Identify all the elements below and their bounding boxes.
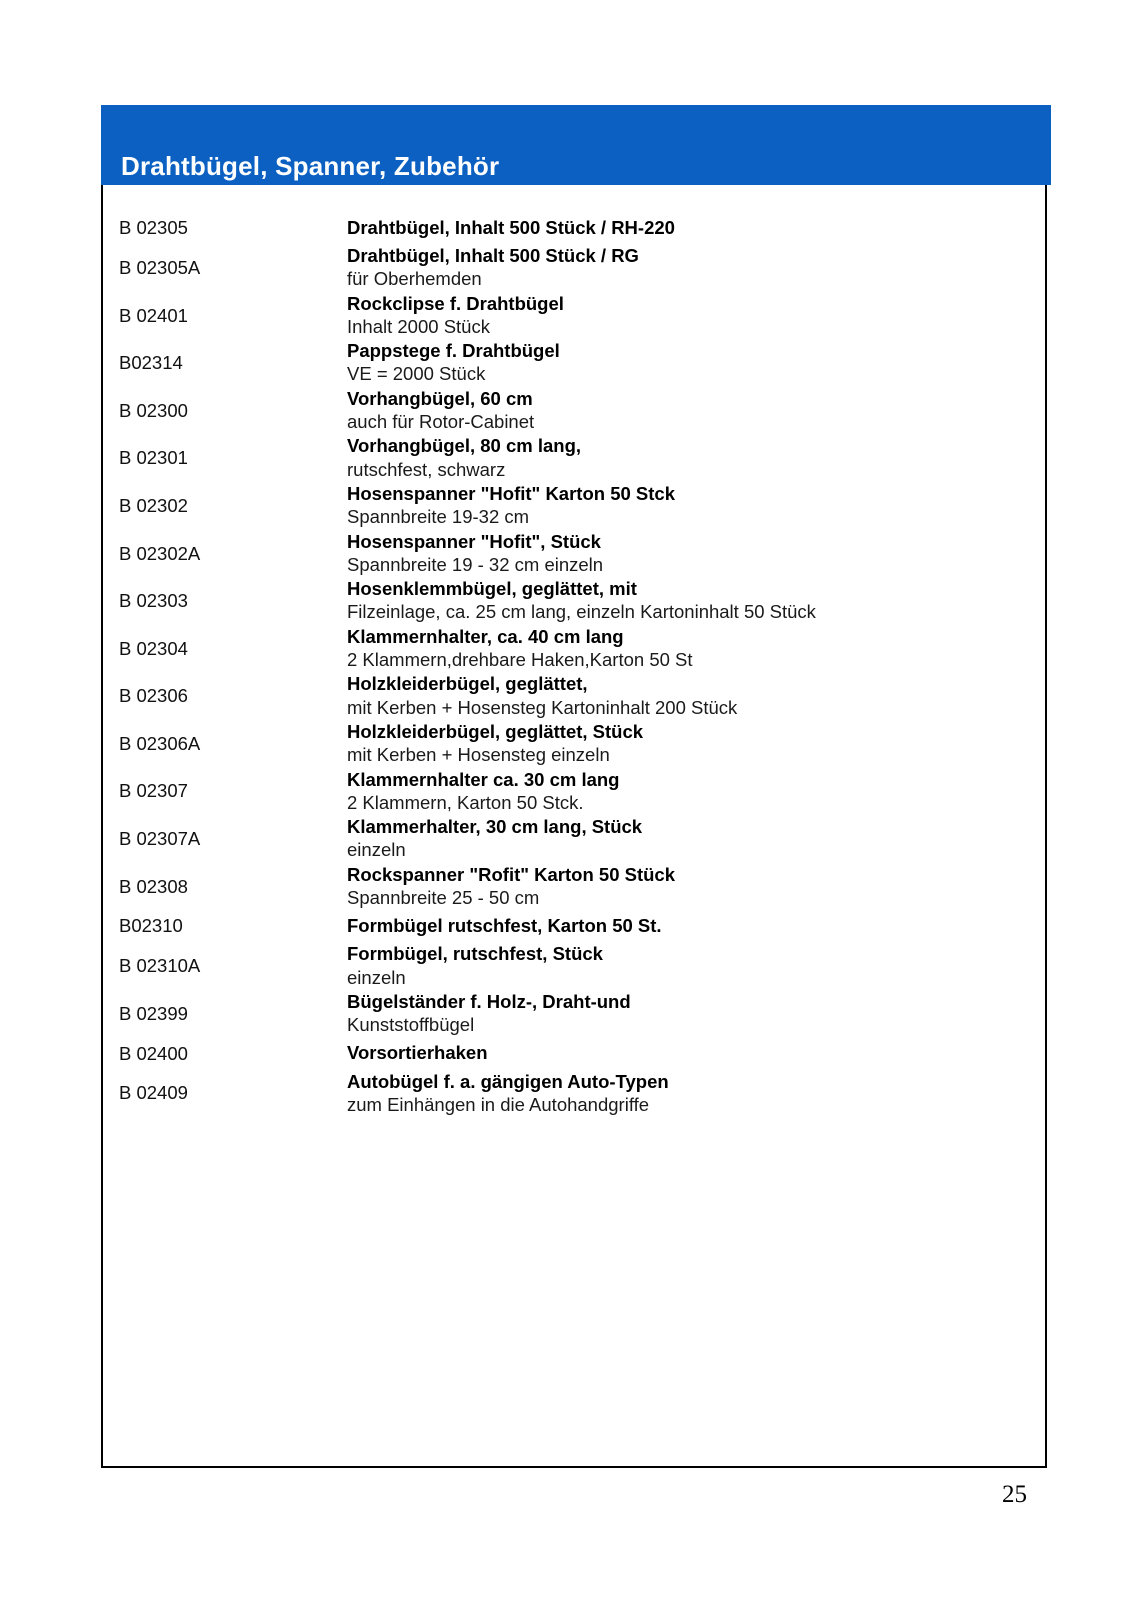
product-description (347, 339, 1031, 387)
product-code: B 02310A (119, 955, 201, 977)
product-code: B 02399 (119, 1002, 188, 1024)
product-row (103, 815, 1045, 863)
product-code: B 02302 (119, 494, 188, 516)
product-row (103, 625, 1045, 673)
product-title: Vorhangbügel, 80 cm lang, (347, 435, 582, 457)
product-title: Hosenspanner "Hofit", Stück (347, 530, 601, 552)
product-description (347, 530, 1031, 578)
product-code: B02310 (119, 915, 183, 937)
product-row (103, 1070, 1045, 1118)
product-row (103, 212, 1045, 244)
product-title: Autobügel f. a. gängigen Auto-Typen (347, 1070, 669, 1092)
product-title: Vorhangbügel, 60 cm (347, 387, 533, 409)
product-subtitle: Spannbreite 19-32 cm (347, 506, 530, 528)
product-code: B 02303 (119, 590, 188, 612)
product-code: B02314 (119, 352, 183, 374)
product-description (347, 434, 1031, 482)
product-row (103, 720, 1045, 768)
product-title: Klammernhalter, ca. 40 cm lang (347, 625, 624, 647)
product-subtitle: Inhalt 2000 Stück (347, 315, 490, 337)
product-row (103, 672, 1045, 720)
product-description (347, 768, 1031, 816)
product-title: Formbügel rutschfest, Karton 50 St. (347, 915, 662, 937)
product-row (103, 339, 1045, 387)
product-title: Rockspanner "Rofit" Karton 50 Stück (347, 863, 675, 885)
product-row (103, 244, 1045, 292)
product-code: B 02301 (119, 447, 188, 469)
product-row (103, 530, 1045, 578)
product-description (347, 942, 1031, 990)
product-subtitle: Spannbreite 25 - 50 cm (347, 887, 540, 909)
product-title: Vorsortierhaken (347, 1042, 488, 1064)
product-code: B 02307A (119, 828, 201, 850)
product-description (347, 990, 1031, 1038)
product-title: Holzkleiderbügel, geglättet, (347, 673, 588, 695)
product-description (347, 482, 1031, 530)
section-title: Drahtbügel, Spanner, Zubehör (121, 151, 500, 181)
product-subtitle: Spannbreite 19 - 32 cm einzeln (347, 553, 604, 575)
page-number: 25 (1002, 1481, 1027, 1508)
product-description (347, 292, 1031, 340)
product-row (103, 942, 1045, 990)
product-subtitle: VE = 2000 Stück (347, 363, 486, 385)
product-description (347, 1041, 1031, 1065)
product-description (347, 863, 1031, 911)
product-code: B 02409 (119, 1082, 188, 1104)
product-subtitle: rutschfest, schwarz (347, 458, 506, 480)
product-description (347, 914, 1031, 938)
product-code: B 02401 (119, 304, 188, 326)
product-code: B 02304 (119, 637, 188, 659)
product-title: Drahtbügel, Inhalt 500 Stück / RH-220 (347, 216, 675, 238)
product-description (347, 1070, 1031, 1118)
product-description (347, 577, 1031, 625)
product-subtitle: für Oberhemden (347, 268, 482, 290)
section-header-banner (101, 105, 1051, 185)
product-subtitle: mit Kerben + Hosensteg einzeln (347, 744, 610, 766)
product-row (103, 292, 1045, 340)
product-row (103, 482, 1045, 530)
product-title: Holzkleiderbügel, geglättet, Stück (347, 720, 644, 742)
product-description (347, 387, 1031, 435)
product-code: B 02400 (119, 1042, 188, 1064)
product-description (347, 216, 1031, 240)
product-description (347, 720, 1031, 768)
product-row (103, 910, 1045, 942)
product-list (103, 187, 1045, 1117)
product-subtitle: Filzeinlage, ca. 25 cm lang, einzeln Kartoninhalt 50 Stück (347, 601, 816, 623)
product-subtitle: einzeln (347, 966, 406, 988)
product-title: Drahtbügel, Inhalt 500 Stück / RG (347, 245, 639, 266)
product-code: B 02302A (119, 542, 201, 564)
product-subtitle: zum Einhängen in die Autohandgriffe (347, 1093, 650, 1115)
product-subtitle: mit Kerben + Hosensteg Kartoninhalt 200 Stück (347, 696, 738, 718)
product-code: B 02308 (119, 875, 188, 897)
product-code: B 02300 (119, 399, 188, 421)
product-row (103, 1038, 1045, 1070)
product-code: B 02307 (119, 780, 188, 802)
product-subtitle: einzeln (347, 839, 406, 861)
product-row (103, 863, 1045, 911)
product-row (103, 434, 1045, 482)
product-title: Klammernhalter ca. 30 cm lang (347, 768, 620, 790)
product-description (347, 815, 1031, 863)
product-title: Hosenklemmbügel, geglättet, mit (347, 578, 637, 600)
product-title: Rockclipse f. Drahtbügel (347, 292, 564, 314)
product-code: B 02305A (119, 256, 201, 278)
product-code: B 02306A (119, 732, 201, 754)
product-subtitle: 2 Klammern,drehbare Haken,Karton 50 St (347, 649, 693, 671)
product-title: Pappstege f. Drahtbügel (347, 340, 560, 362)
product-subtitle: Kunststoffbügel (347, 1014, 475, 1036)
product-description (347, 672, 1031, 720)
product-row (103, 577, 1045, 625)
product-title: Hosenspanner "Hofit" Karton 50 Stck (347, 482, 675, 504)
product-title: Formbügel, rutschfest, Stück (347, 943, 603, 965)
product-code: B 02306 (119, 685, 188, 707)
product-description (347, 625, 1031, 673)
product-subtitle: 2 Klammern, Karton 50 Stck. (347, 791, 584, 813)
product-row (103, 768, 1045, 816)
product-row (103, 387, 1045, 435)
product-row (103, 990, 1045, 1038)
product-subtitle: auch für Rotor-Cabinet (347, 411, 535, 433)
product-title: Klammerhalter, 30 cm lang, Stück (347, 816, 643, 838)
product-description (347, 244, 1031, 292)
catalog-page-frame (101, 105, 1047, 1468)
product-title: Bügelständer f. Holz-, Draht-und (347, 990, 631, 1012)
product-code: B 02305 (119, 217, 188, 239)
